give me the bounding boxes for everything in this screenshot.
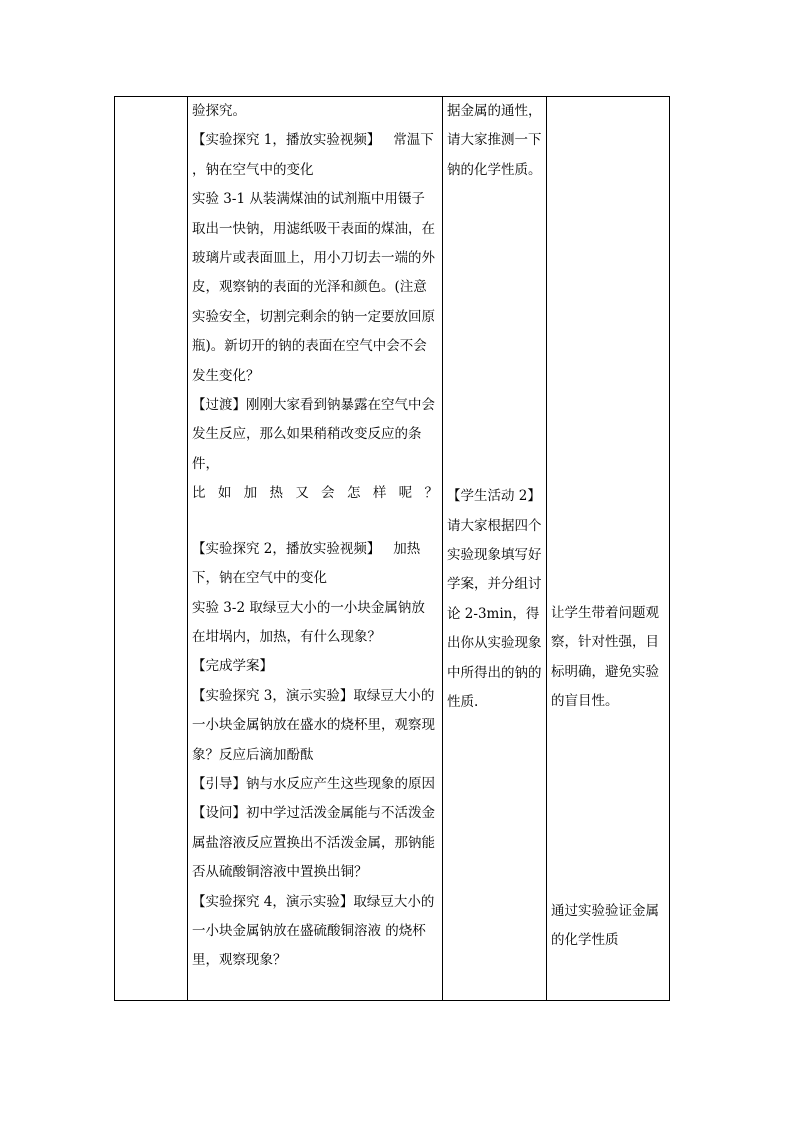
paragraph: 【引导】钠与水反应产生这些现象的原因: [192, 775, 435, 792]
paragraph: 【完成学案】: [192, 658, 273, 675]
paragraph: 【实验探究 2，播放实验视频】 加热下，钠在空气中的变化: [192, 540, 421, 587]
teacher-activity-cell: [188, 97, 443, 1001]
paragraph: 比如加热又会怎样呢？: [192, 485, 438, 502]
paragraph: 据金属的通性，请大家推测一下钠的化学性质。: [447, 103, 542, 178]
table-row: [115, 97, 670, 1001]
paragraph: 【设问】初中学过活泼金属能与不活泼金属盐溶液反应置换出不活泼金属，那钠能否从硫酸铜溶液中置换出铜？: [192, 805, 435, 881]
spacer: [551, 717, 665, 897]
paragraph: 【实验探究 3，演示实验】取绿豆大小的一小块金属钠放在盛水的烧杯里，观察现象？反应后滴加酚酞: [192, 687, 435, 763]
paragraph: 【学生活动 2】: [447, 488, 541, 505]
paragraph: 请大家根据四个实验现象填写好学案，并分组讨论 2-3min，得出你从实验现象中所得出的钠的性质.: [447, 517, 542, 711]
paragraph: 通过实验验证金属的化学性质: [551, 902, 659, 949]
paragraph: 验探究。: [192, 103, 246, 119]
paragraph: 【过渡】刚刚大家看到钠暴露在空气中会发生反应，那么如果稍稍改变反应的条件，: [192, 397, 435, 472]
spacer: [447, 185, 542, 482]
paragraph: 让学生带着问题观察，针对性强，目标明确，避免实验的盲目性。: [551, 605, 659, 710]
paragraph: 实验 3-2 取绿豆大小的一小块金属钠放在坩埚内，加热，有什么现象？: [192, 599, 425, 645]
design-intent-cell: [547, 97, 670, 1001]
paragraph: 【实验探究 1，播放实验视频】 常温下 ，钠在空气中的变化: [192, 132, 439, 178]
spacer: [551, 97, 665, 599]
paragraph: 实验 3-1 从装满煤油的试剂瓶中用镊子取出一快钠，用滤纸吸干表面的煤油，在玻璃片或表面皿上，用小刀切去一端的外皮，观察钠的表面的光泽和颜色。(注意实验安全，切割完剩余的钠一定要放回原瓶)。新切开的钠的表面在空气中会不会发生变化？: [192, 191, 435, 384]
student-activity-cell: [443, 97, 547, 1001]
lesson-plan-table: [114, 96, 670, 1001]
spacer: [192, 509, 438, 535]
paragraph: 【实验探究 4，演示实验】取绿豆大小的一小块金属钠放在盛硫酸铜溶液 的烧杯里，观察现象？: [192, 893, 435, 969]
empty-cell: [115, 97, 188, 1001]
